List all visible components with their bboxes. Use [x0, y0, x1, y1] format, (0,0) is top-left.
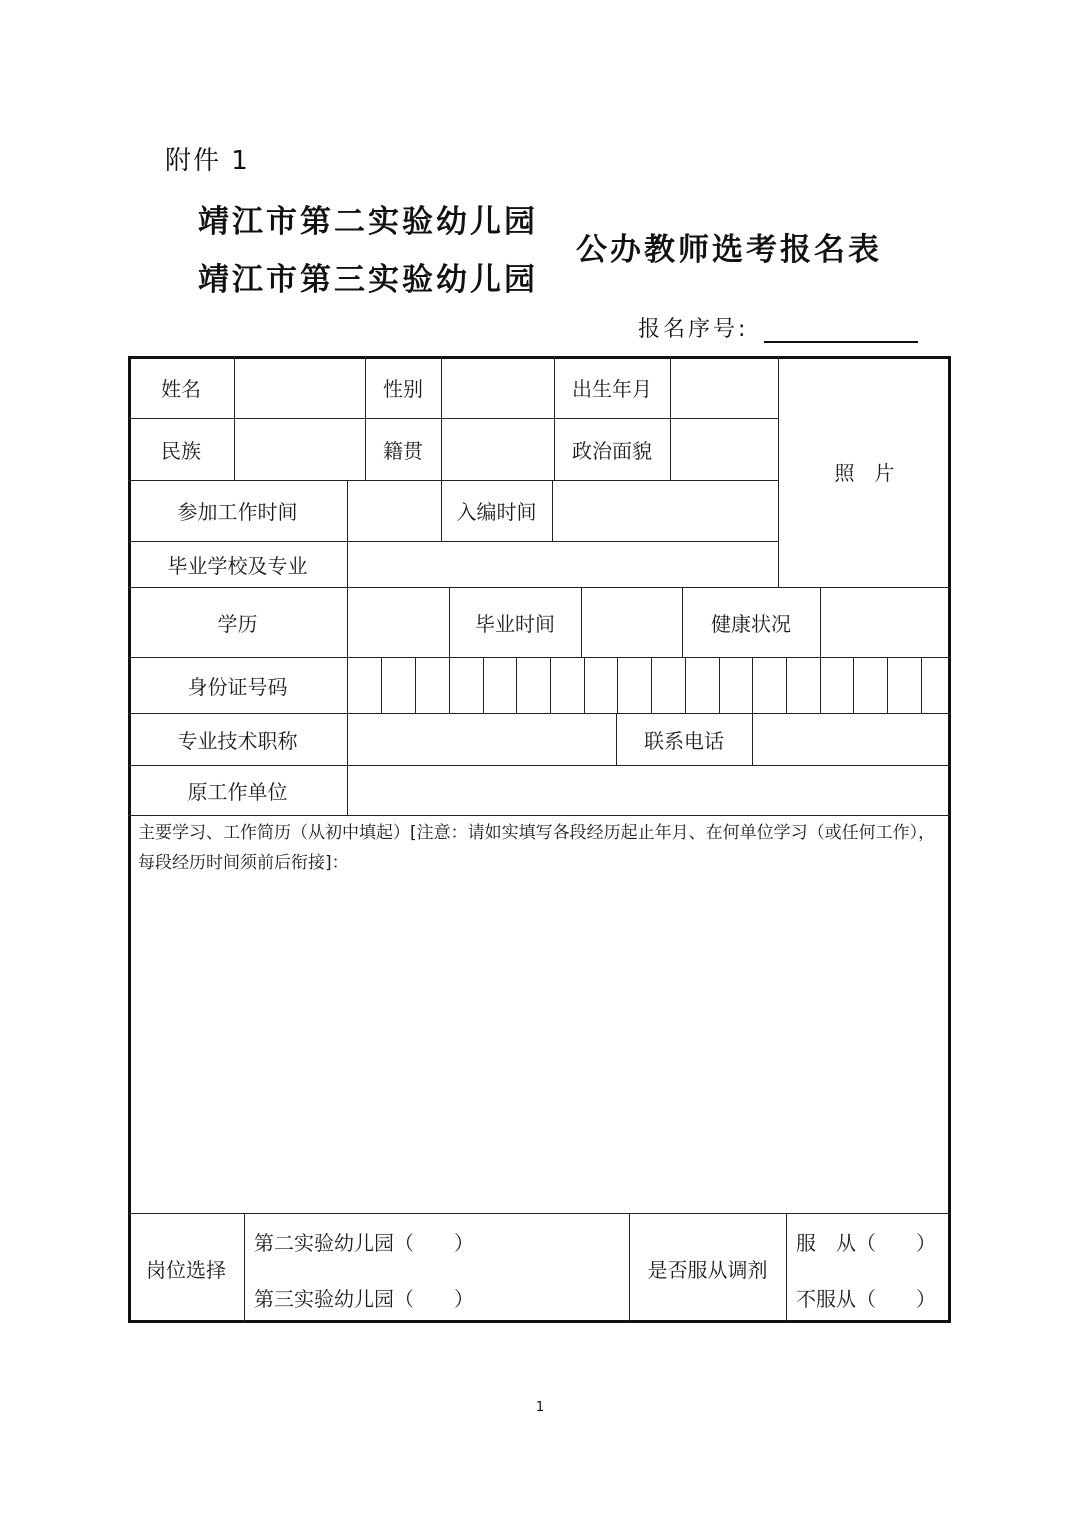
page-number: 1: [535, 1400, 545, 1415]
label-staffing-time: 入编时间: [456, 500, 537, 524]
input-work-start[interactable]: [347, 480, 441, 541]
history-input-area[interactable]: [128, 880, 951, 1213]
label-native-place: 籍贯: [383, 438, 423, 463]
label-professional-title: 专业技术职称: [177, 728, 298, 753]
input-id-number[interactable]: [347, 657, 951, 713]
label-education: 学历: [217, 611, 258, 636]
col-divider: [786, 1213, 787, 1323]
input-ethnicity[interactable]: [234, 418, 365, 480]
serial-number-label: 报名序号:: [638, 317, 749, 342]
input-name[interactable]: [234, 356, 365, 418]
label-health: 健康状况: [711, 611, 791, 636]
input-graduation-time[interactable]: [581, 587, 682, 657]
input-school-major[interactable]: [347, 541, 778, 587]
input-birth[interactable]: [670, 356, 778, 418]
input-phone[interactable]: [752, 713, 951, 765]
col-divider: [244, 1213, 245, 1323]
label-political-status: 政治面貌: [572, 438, 652, 463]
option-obey[interactable]: 服 从（ ）: [796, 1231, 936, 1255]
row-divider: [128, 1213, 951, 1214]
label-former-unit: 原工作单位: [187, 779, 288, 804]
serial-number-field[interactable]: [764, 341, 918, 343]
history-note: 主要学习、工作简历（从初中填起）[注意：请如实填写各段经历起止年月、在何单位学习（或任何工作），每段经历时间须前后衔接]：: [138, 823, 936, 873]
option-school-3[interactable]: 第三实验幼儿园（ ）: [254, 1287, 474, 1311]
input-former-unit[interactable]: [347, 765, 951, 815]
label-work-start: 参加工作时间: [177, 500, 298, 524]
option-not-obey[interactable]: 不服从（ ）: [796, 1287, 936, 1311]
input-professional-title[interactable]: [347, 713, 616, 765]
label-id-number: 身份证号码: [187, 674, 288, 699]
photo-area[interactable]: 照 片: [834, 461, 895, 485]
label-gender: 性别: [383, 376, 423, 401]
attachment-label: 附件 1: [165, 146, 250, 176]
option-school-2[interactable]: 第二实验幼儿园（ ）: [254, 1231, 474, 1255]
school-name-1: 靖江市第二实验幼儿园: [198, 204, 538, 240]
label-phone: 联系电话: [644, 728, 724, 753]
input-staffing-time[interactable]: [552, 480, 778, 541]
input-gender[interactable]: [441, 356, 554, 418]
form-title: 公办教师选考报名表: [576, 232, 882, 268]
label-school-major: 毕业学校及专业: [167, 553, 308, 578]
input-native-place[interactable]: [441, 418, 554, 480]
label-ethnicity: 民族: [161, 438, 201, 463]
label-birth: 出生年月: [572, 376, 652, 401]
input-education[interactable]: [347, 587, 449, 657]
label-name: 姓名: [161, 376, 201, 401]
school-name-2: 靖江市第三实验幼儿园: [198, 262, 538, 298]
label-obey-adjustment: 是否服从调剂: [647, 1257, 768, 1282]
row-divider: [128, 815, 951, 816]
input-health[interactable]: [820, 587, 951, 657]
input-political-status[interactable]: [670, 418, 778, 480]
label-position-choice: 岗位选择: [146, 1257, 226, 1282]
label-graduation-time: 毕业时间: [475, 611, 555, 636]
